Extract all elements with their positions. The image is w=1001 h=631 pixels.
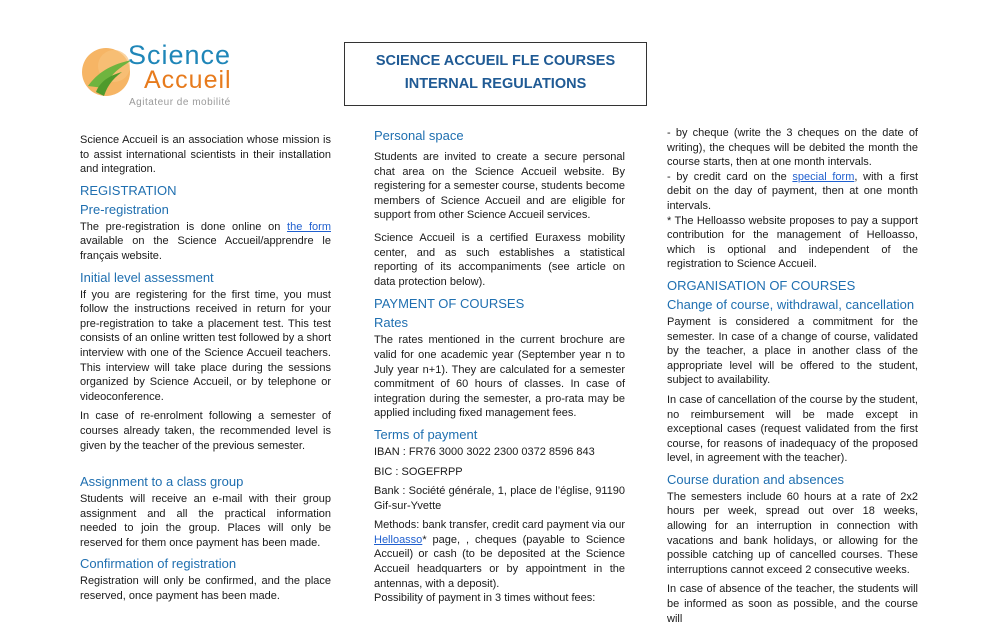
duration-paragraph-1: The semesters include 60 hours at a rate of 2x2 hours per week, spread out over 18 weeks, allowing for an interruption in connection with vacations and bank holidays, or allowing for the possible catching up of cancelled courses. These interruptions cannot exceed 2 consecutive weeks. (667, 490, 918, 576)
pre-registration-form-link[interactable]: the form (287, 220, 331, 233)
column-2 (374, 126, 625, 611)
heading-pre-registration: Pre-registration (80, 201, 169, 217)
intro-paragraph: Science Accueil is an association whose mission is to assist international scientists in their installation and integration. (80, 134, 331, 176)
assignment-paragraph: Students will receive an e-mail with their group assignment and all the practical information needed to join the group. Places will only be reserved for them once payment has been made. (80, 493, 331, 549)
rates-paragraph: The rates mentioned in the current brochure are valid for one academic year (September year n to July year n+1). They are calculated for a semester commitment of 60 hours of classes. In case of integration during the semester, a pro-rata may be applied including fixed management fees. (374, 334, 625, 420)
heading-registration: REGISTRATION (80, 182, 177, 198)
heading-rates: Rates (374, 315, 408, 331)
pre-registration-paragraph (80, 220, 331, 264)
heading-terms-of-payment: Terms of payment (374, 426, 478, 442)
heading-initial-level-assessment: Initial level assessment (80, 269, 214, 285)
column-3 (667, 126, 918, 631)
duration-paragraph-2: In case of absence of the teacher, the students will be informed as soon as possible, and the course will (667, 583, 918, 625)
heading-assignment: Assignment to a class group (80, 474, 244, 490)
helloasso-note-paragraph: * The Helloasso website proposes to pay a support contribution for the management of Helloasso, which is optional and independent of the registration to Science Accueil. (667, 214, 918, 271)
heading-confirmation: Confirmation of registration (80, 556, 237, 572)
personal-space-paragraph-1: Students are invited to create a secure personal chat area on the Science Accueil website. By registering for a semester course, students become members of Science Accueil and are eligible for support from other Science Accueil services. (374, 151, 625, 222)
card-payment-paragraph (667, 170, 918, 214)
bic-line: BIC : SOGEFRPP (374, 465, 463, 478)
document-title-box (344, 42, 647, 106)
initial-level-paragraph-1: If you are registering for the first time, you must follow the instructions received in return for your pre-registration to take a placement test. This test consists of an online written test followed by a short interview with one of the Science Accueil teachers. This interview will take place during the sessions organized by Science Accueil, or by telephone or videoconference. (80, 288, 331, 403)
bank-line: Bank : Société générale, 1, place de l’église, 91190 Gif-sur-Yvette (374, 485, 625, 512)
pre-registration-text-a: The pre-registration is done online on (80, 220, 288, 233)
change-paragraph-1: Payment is considered a commitment for the semester. In case of a change of course, validated by the teacher, a place in another class of the appropriate level will be offered to the student, subject to availability. (667, 315, 918, 387)
logo-word-accueil: Accueil (144, 66, 232, 94)
pre-registration-text-b: available on the Science Accueil/apprendre le français website. (80, 235, 331, 262)
heading-organisation-of-courses: ORGANISATION OF COURSES (667, 277, 856, 293)
change-paragraph-2: In case of cancellation of the course by the student, no reimbursement will be made except in exceptional cases (request validated from the first course, for reasons of inadequacy of the proposed level, in agreement with the teacher). (667, 393, 918, 465)
heading-personal-space: Personal space (374, 128, 464, 143)
cheque-payment-paragraph: - by cheque (write the 3 cheques on the date of writing), the cheques will be debited the month the course starts, then at one month intervals. (667, 127, 918, 169)
payment-possibility-line: Possibility of payment in 3 times without fees: (374, 592, 596, 605)
title-line-2: INTERNAL REGULATIONS (404, 76, 587, 92)
payment-methods-paragraph (374, 518, 625, 591)
personal-space-paragraph-2: Science Accueil is a certified Euraxess mobility center, and as such establishes a statistical reporting of its accompaniments (see article on data protection below). (374, 231, 625, 288)
column-1 (80, 126, 331, 609)
card-text-a: - by credit card on the (667, 170, 793, 183)
special-form-link[interactable]: special form (792, 170, 855, 183)
science-accueil-logo (78, 40, 258, 112)
iban-line: IBAN : FR76 3000 3022 2300 0372 8596 843 (374, 445, 595, 458)
initial-level-paragraph-2: In case of re-enrolment following a semester of courses already taken, the recommended level is given by the teacher of the previous semester. (80, 410, 331, 452)
logo-tagline: Agitateur de mobilité (129, 97, 231, 108)
logo-word-science: Science (128, 40, 232, 70)
helloasso-link[interactable]: Helloasso (374, 533, 423, 546)
heading-course-duration: Course duration and absences (667, 471, 845, 487)
card-text-b: , with a first debit on the day of payment, then at one month intervals. (667, 170, 919, 212)
confirmation-paragraph: Registration will only be confirmed, and the place reserved, once payment has been made. (80, 575, 331, 603)
heading-payment-of-courses: PAYMENT OF COURSES (374, 296, 525, 312)
heading-change-of-course: Change of course, withdrawal, cancellation (667, 296, 915, 312)
methods-text-a: Methods: bank transfer, credit card payment via our (374, 519, 625, 532)
title-line-1: SCIENCE ACCUEIL FLE COURSES (375, 53, 616, 69)
methods-text-b: * page, , cheques (payable to Science Accueil) or cash (to be deposited at the Science Accueil headquarters or by appointment in the antennas, with a deposit). (374, 533, 625, 590)
